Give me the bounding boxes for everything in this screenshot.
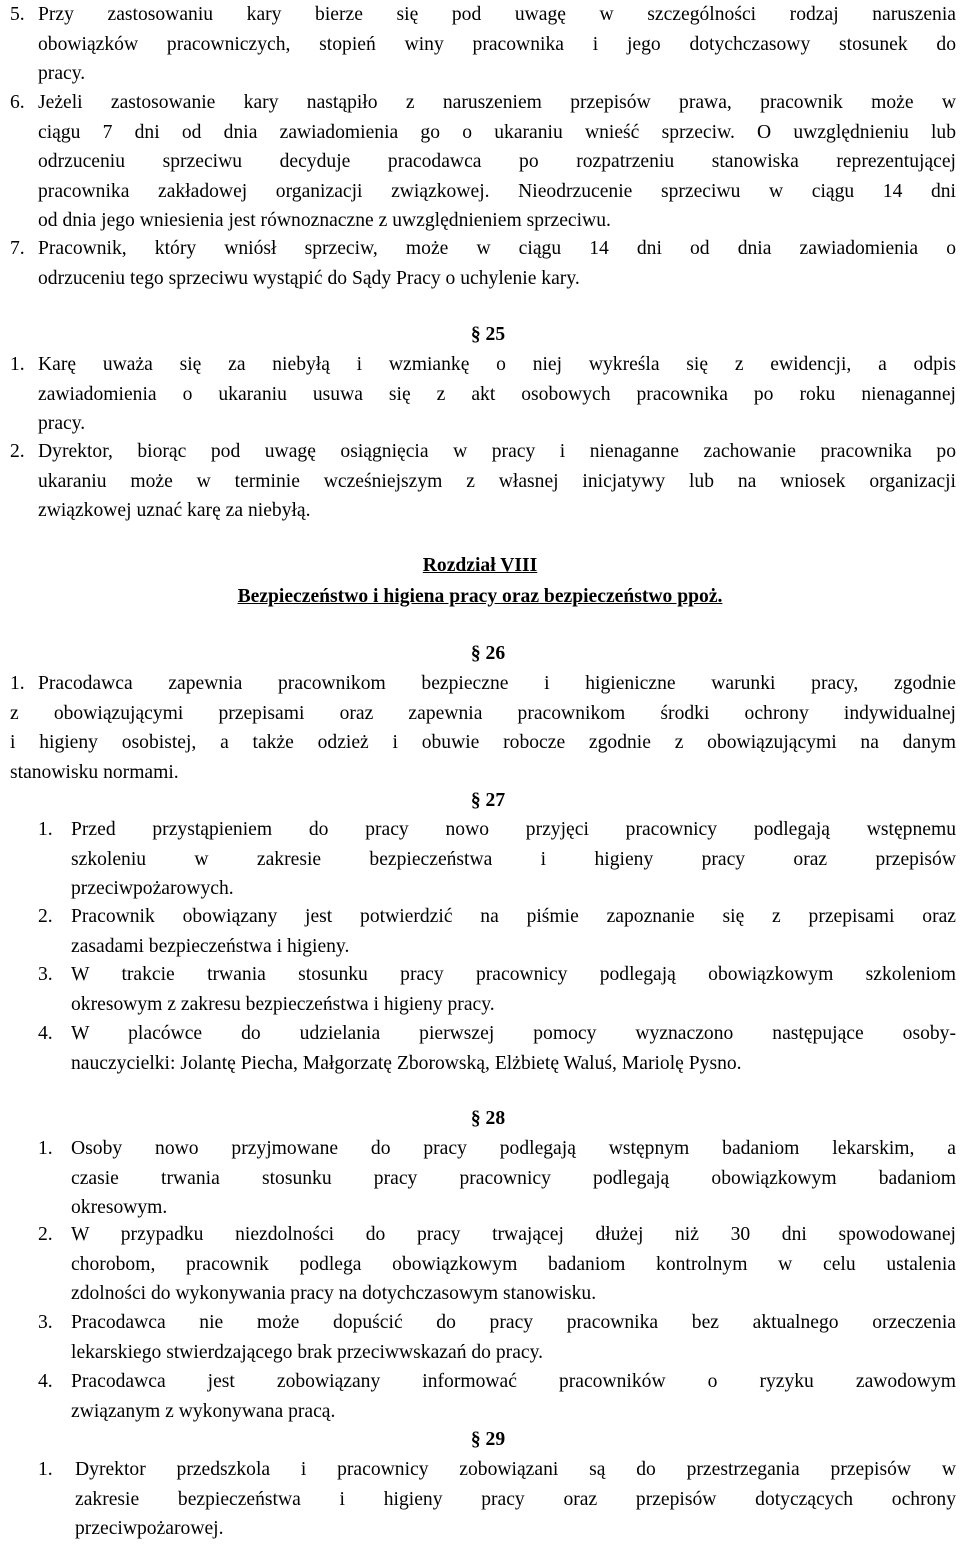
text-line: zakresie bezpieczeństwa i higieny pracy oraz przepisów dotyczących ochrony xyxy=(75,1488,956,1510)
paragraph-5 xyxy=(10,0,956,89)
text-line: od dnia jego wniesienia jest równoznaczne z uwzględnieniem sprzeciwu. xyxy=(38,210,611,231)
paragraph-27-4 xyxy=(38,1019,956,1078)
text-line: przeciwpożarowych. xyxy=(71,878,234,899)
text-line: lekarskiego stwierdzającego brak przeciwwskazań do pracy. xyxy=(71,1341,544,1363)
text-line: stanowisku normami. xyxy=(10,761,179,783)
section-heading-27: § 27 xyxy=(470,790,506,811)
text-line: pracy. xyxy=(38,63,86,84)
paragraph-number: 5. xyxy=(10,4,25,25)
section-heading-25: § 25 xyxy=(470,324,506,345)
text-line: okresowym z zakresu bezpieczeństwa i higieny pracy. xyxy=(71,993,495,1015)
paragraph-number: 7. xyxy=(10,238,25,259)
text-line: W trakcie trwania stosunku pracy pracownicy podlegają obowiązkowym szkoleniom xyxy=(71,964,956,985)
text-line: chorobom, pracownik podlega obowiązkowym badaniom kontrolnym w celu ustalenia xyxy=(71,1253,956,1275)
text-line: okresowym. xyxy=(71,1197,168,1218)
text-line: pracy. xyxy=(38,413,86,434)
text-line: czasie trwania stosunku pracy pracownicy podlegają obowiązkowym badaniom xyxy=(71,1167,956,1189)
paragraph-number: 2. xyxy=(38,1224,53,1245)
text-line: związkowej uznać karę za niebyłą. xyxy=(38,500,311,521)
text-line: nauczycielki: Jolantę Piecha, Małgorzatę Zborowską, Elżbietę Waluś, Mariolę Pysno. xyxy=(71,1052,742,1074)
section-heading-26: § 26 xyxy=(470,643,506,664)
paragraph-28-3 xyxy=(38,1308,956,1367)
paragraph-7 xyxy=(10,234,956,293)
paragraph-29-1 xyxy=(38,1455,956,1544)
text-line: i higieny osobistej, a także odzież i obuwie robocze zgodnie z obowiązującymi na danym xyxy=(10,732,956,753)
text-line: zdolności do wykonywania pracy na dotychczasowym stanowisku. xyxy=(71,1283,597,1304)
text-line: Jeżeli zastosowanie kary nastąpiło z naruszeniem przepisów prawa, pracownik może w xyxy=(38,92,956,113)
text-line: odrzuceniu tego sprzeciwu wystąpić do Sądy Pracy o uchylenie kary. xyxy=(38,267,580,289)
text-line: Pracownik, który wniósł sprzeciw, może w ciągu 14 dni od dnia zawiadomienia o xyxy=(38,238,956,259)
paragraph-number: 1. xyxy=(38,1459,53,1480)
paragraph-number: 6. xyxy=(10,92,25,113)
paragraph-28-2 xyxy=(38,1220,956,1309)
text-line: szkoleniu w zakresie bezpieczeństwa i higieny pracy oraz przepisów xyxy=(71,848,956,870)
text-line: obowiązków pracowniczych, stopień winy pracownika i jego dotychczasowy stosunek do xyxy=(38,33,956,55)
text-line: z obowiązującymi przepisami oraz zapewnia pracownikom środki ochrony indywidualnej xyxy=(10,702,956,724)
text-line: Pracownik obowiązany jest potwierdzić na piśmie zapoznanie się z przepisami oraz xyxy=(71,906,956,927)
text-line: Pracodawca zapewnia pracownikom bezpieczne i higieniczne warunki pracy, zgodnie xyxy=(38,673,956,694)
text-line: Pracodawca nie może dopuścić do pracy pracownika bez aktualnego orzeczenia xyxy=(71,1312,956,1333)
text-line: zawiadomienia o ukaraniu usuwa się z akt osobowych pracownika po roku nienagannej xyxy=(38,383,956,405)
text-line: Dyrektor przedszkola i pracownicy zobowiązani są do przestrzegania przepisów w xyxy=(75,1459,956,1480)
paragraph-number: 4. xyxy=(38,1023,53,1044)
text-line: ukaraniu może w terminie wcześniejszym z własnej inicjatywy lub na wniosek organizacji xyxy=(38,470,956,492)
text-line: pracownika zakładowej organizacji związkowej. Nieodrzucenie sprzeciwu w ciągu 14 dni xyxy=(38,180,956,202)
paragraph-number: 1. xyxy=(10,354,25,375)
paragraph-number: 4. xyxy=(38,1371,53,1392)
paragraph-25-1 xyxy=(10,350,956,439)
section-heading-29: § 29 xyxy=(470,1429,506,1450)
paragraph-28-1 xyxy=(38,1134,956,1223)
paragraph-number: 1. xyxy=(38,819,53,840)
text-line: zasadami bezpieczeństwa i higieny. xyxy=(71,935,350,957)
text-line: Pracodawca jest zobowiązany informować pracowników o ryzyku zawodowym xyxy=(71,1371,956,1392)
chapter-title: Rozdział VIII xyxy=(422,555,538,576)
paragraph-27-1 xyxy=(38,815,956,904)
text-line: odrzuceniu sprzeciwu decyduje pracodawca po rozpatrzeniu stanowiska reprezentującej xyxy=(38,151,956,172)
text-line: przeciwpożarowej. xyxy=(75,1518,224,1539)
paragraph-27-3 xyxy=(38,960,956,1019)
text-line: W przypadku niezdolności do pracy trwającej dłużej niż 30 dni spowodowanej xyxy=(71,1224,956,1245)
chapter-subtitle: Bezpieczeństwo i higiena pracy oraz bezpieczeństwo ppoż. xyxy=(237,586,723,607)
text-line: związanym z wykonywana pracą. xyxy=(71,1400,336,1422)
paragraph-27-2 xyxy=(38,902,956,961)
paragraph-number: 3. xyxy=(38,1312,53,1333)
text-line: ciągu 7 dni od dnia zawiadomienia go o ukaraniu wnieść sprzeciw. O uwzględnieniu lub xyxy=(38,121,956,143)
text-line: Osoby nowo przyjmowane do pracy podlegają wstępnym badaniom lekarskim, a xyxy=(71,1138,956,1159)
paragraph-28-4 xyxy=(38,1367,956,1426)
paragraph-number: 2. xyxy=(38,906,53,927)
text-line: Przy zastosowaniu kary bierze się pod uwagę w szczególności rodzaj naruszenia xyxy=(38,4,956,25)
section-heading-28: § 28 xyxy=(470,1108,506,1129)
text-line: Dyrektor, biorąc pod uwagę osiągnięcia w pracy i nienaganne zachowanie pracownika po xyxy=(38,441,956,462)
text-line: W placówce do udzielania pierwszej pomocy wyznaczono następujące osoby- xyxy=(71,1023,956,1044)
paragraph-25-2 xyxy=(10,437,956,526)
paragraph-number: 1. xyxy=(10,673,25,694)
text-line: Karę uważa się za niebyłą i wzmiankę o niej wykreśla się z ewidencji, a odpis xyxy=(38,354,956,375)
paragraph-26-1 xyxy=(10,669,956,787)
paragraph-number: 1. xyxy=(38,1138,53,1159)
paragraph-number: 2. xyxy=(10,441,25,462)
paragraph-number: 3. xyxy=(38,964,53,985)
text-line: Przed przystąpieniem do pracy nowo przyjęci pracownicy podlegają wstępnemu xyxy=(71,819,956,840)
paragraph-6 xyxy=(10,88,956,236)
